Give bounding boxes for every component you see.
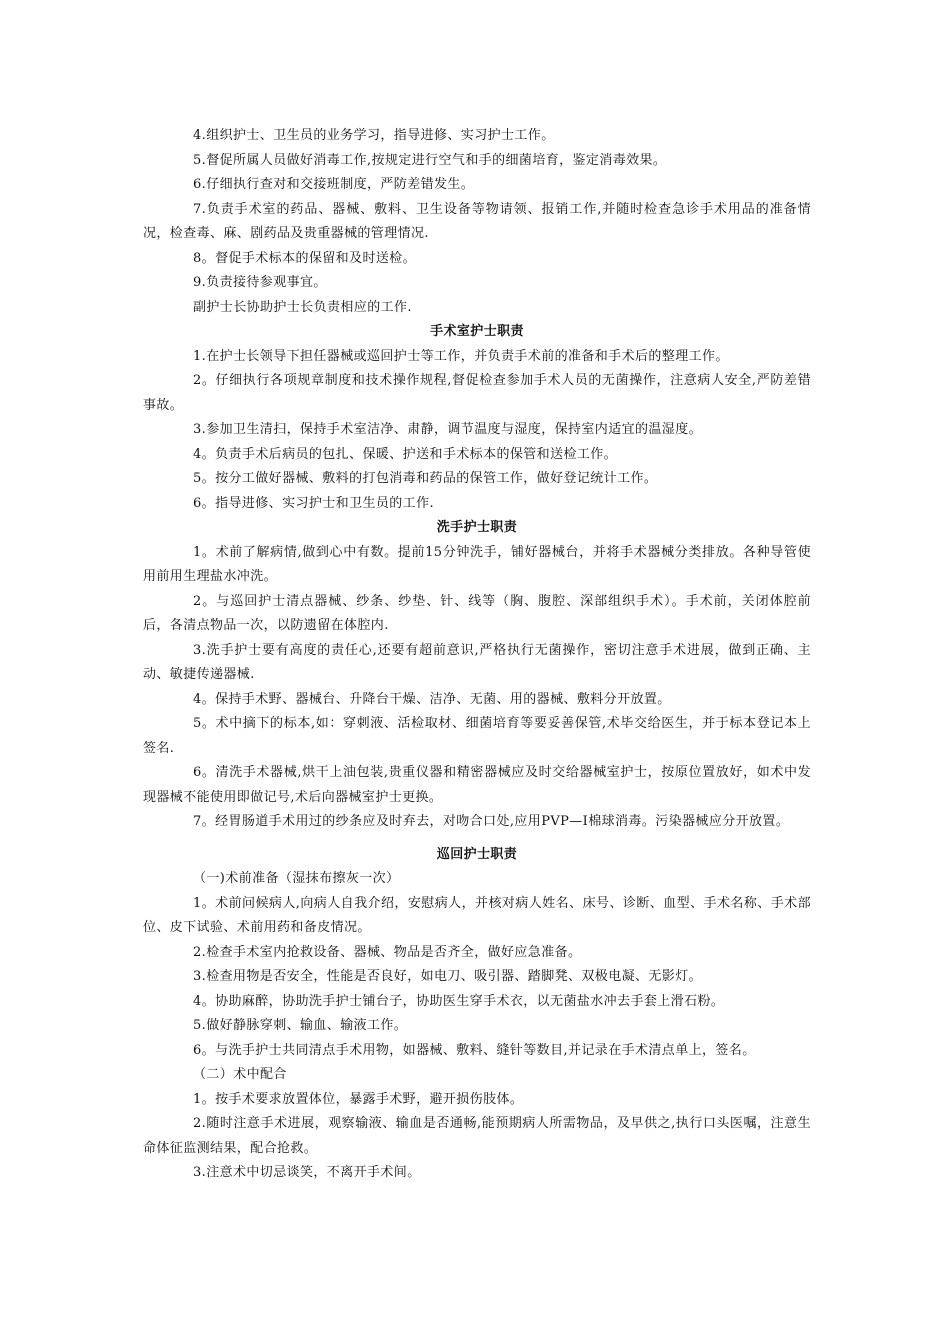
paragraph: 2.随时注意手术进展，观察输液、输血是否通畅,能预期病人所需物品，及早供之,执行口头医嘱，注意生命体征监测结果，配合抢救。 xyxy=(143,1116,811,1156)
paragraph: 6。清洗手术器械,烘干上油包装,贵重仪器和精密器械应及时交给器械室护士，按原位置放好，如术中发现器械不能使用即做记号,术后向器械室护士更换。 xyxy=(143,765,811,805)
paragraph: 8。督促手术标本的保留和及时送检。 xyxy=(193,250,417,266)
paragraph: 3.洗手护士要有高度的责任心,还要有超前意识,严格执行无菌操作，密切注意手术进展，做到正确、主动、敏捷传递器械. xyxy=(143,642,811,682)
paragraph: 4。协助麻醉，协助洗手护士铺台子，协助医生穿手术衣，以无菌盐水冲去手套上滑石粉。 xyxy=(193,993,725,1009)
subsection-heading: （二）术中配合 xyxy=(193,1067,287,1082)
paragraph: 7.负责手术室的药品、器械、敷料、卫生设备等物请领、报销工作,并随时检查急诊手术用品的准备情况，检查毒、麻、剧药品及贵重器械的管理情况. xyxy=(143,201,811,241)
section-heading: 手术室护士职责 xyxy=(430,324,524,339)
paragraph: 6.仔细执行查对和交接班制度，严防差错发生。 xyxy=(193,177,475,192)
section-heading: 巡回护士职责 xyxy=(436,846,518,862)
paragraph: 5。按分工做好器械、敷料的打包消毒和药品的保管工作，做好登记统计工作。 xyxy=(193,471,658,486)
paragraph: 4。负责手术后病员的包扎、保暖、护送和手术标本的保管和送检工作。 xyxy=(193,446,618,462)
paragraph: 5。术中摘下的标本,如：穿刺液、活检取材、细菌培育等要妥善保管,术毕交给医生，并于标本登记本上签名. xyxy=(143,716,811,756)
paragraph: 4。保持手术野、器械台、升降台干燥、洁净、无菌、用的器械、敷料分开放置。 xyxy=(193,691,671,707)
paragraph: 5.督促所属人员做好消毒工作,按规定进行空气和手的细菌培育，鉴定消毒效果。 xyxy=(193,152,667,168)
paragraph: 3.检查用物是否安全，性能是否良好，如电刀、吸引器、踏脚凳、双极电凝、无影灯。 xyxy=(193,969,703,984)
paragraph: 副护士长协助护士长负责相应的工作. xyxy=(193,299,412,315)
paragraph: 2。与巡回护士清点器械、纱条、纱垫、针、线等（胸、腹腔、深部组织手术）。手术前，关闭体腔前后，各清点物品一次，以防遗留在体腔内. xyxy=(143,593,811,633)
paragraph: 4.组织护士、卫生员的业务学习，指导进修、实习护士工作。 xyxy=(193,128,555,143)
paragraph: 5.做好静脉穿刺、输血、输液工作。 xyxy=(193,1018,408,1033)
paragraph: 1。按手术要求放置体位，暴露手术野，避开损伤肢体。 xyxy=(193,1091,524,1107)
paragraph: 2。仔细执行各项规章制度和技术操作规程,督促检查参加手术人员的无菌操作，注意病人安全,严防差错事故。 xyxy=(143,373,811,413)
spacer xyxy=(143,835,811,843)
paragraph: 3.注意术中切忌谈笑，不离开手术间。 xyxy=(193,1165,421,1180)
paragraph: 9.负责接待参观事宜。 xyxy=(193,275,327,290)
subsection-heading: （一)术前准备（湿抹布擦灰一次） xyxy=(193,871,400,886)
paragraph: 1。术前了解病情,做到心中有数。提前15分钟洗手，铺好器械台，并将手术器械分类排放。各种导管使用前用生理盐水冲洗。 xyxy=(143,544,811,584)
paragraph: 1.在护士长领导下担任器械或巡回护士等工作，并负责手术前的准备和手术后的整理工作。 xyxy=(193,348,729,364)
paragraph: 6。与洗手护士共同清点手术用物，如器械、敷料、缝针等数目,并记录在手术清点单上，签名。 xyxy=(193,1042,756,1058)
document-body xyxy=(143,124,811,1186)
paragraph: 2.检查手术室内抢救设备、器械、物品是否齐全，做好应急准备。 xyxy=(193,944,582,960)
paragraph: 1。术前问候病人,向病人自我介绍，安慰病人，并核对病人姓名、床号、诊断、血型、手术名称、手术部位、皮下试验、术前用药和备皮情况。 xyxy=(143,895,811,935)
paragraph: 6。指导进修、实习护士和卫生员的工作. xyxy=(193,495,435,511)
section-heading: 洗手护士职责 xyxy=(436,520,518,535)
paragraph: 3.参加卫生清扫，保持手术室洁净、肃静，调节温度与湿度，保持室内适宜的温湿度。 xyxy=(193,422,703,437)
paragraph: 7。经胃肠道手术用过的纱条应及时弃去，对吻合口处,应用PVP—I棉球消毒。污染器械应分开放置。 xyxy=(193,814,790,829)
